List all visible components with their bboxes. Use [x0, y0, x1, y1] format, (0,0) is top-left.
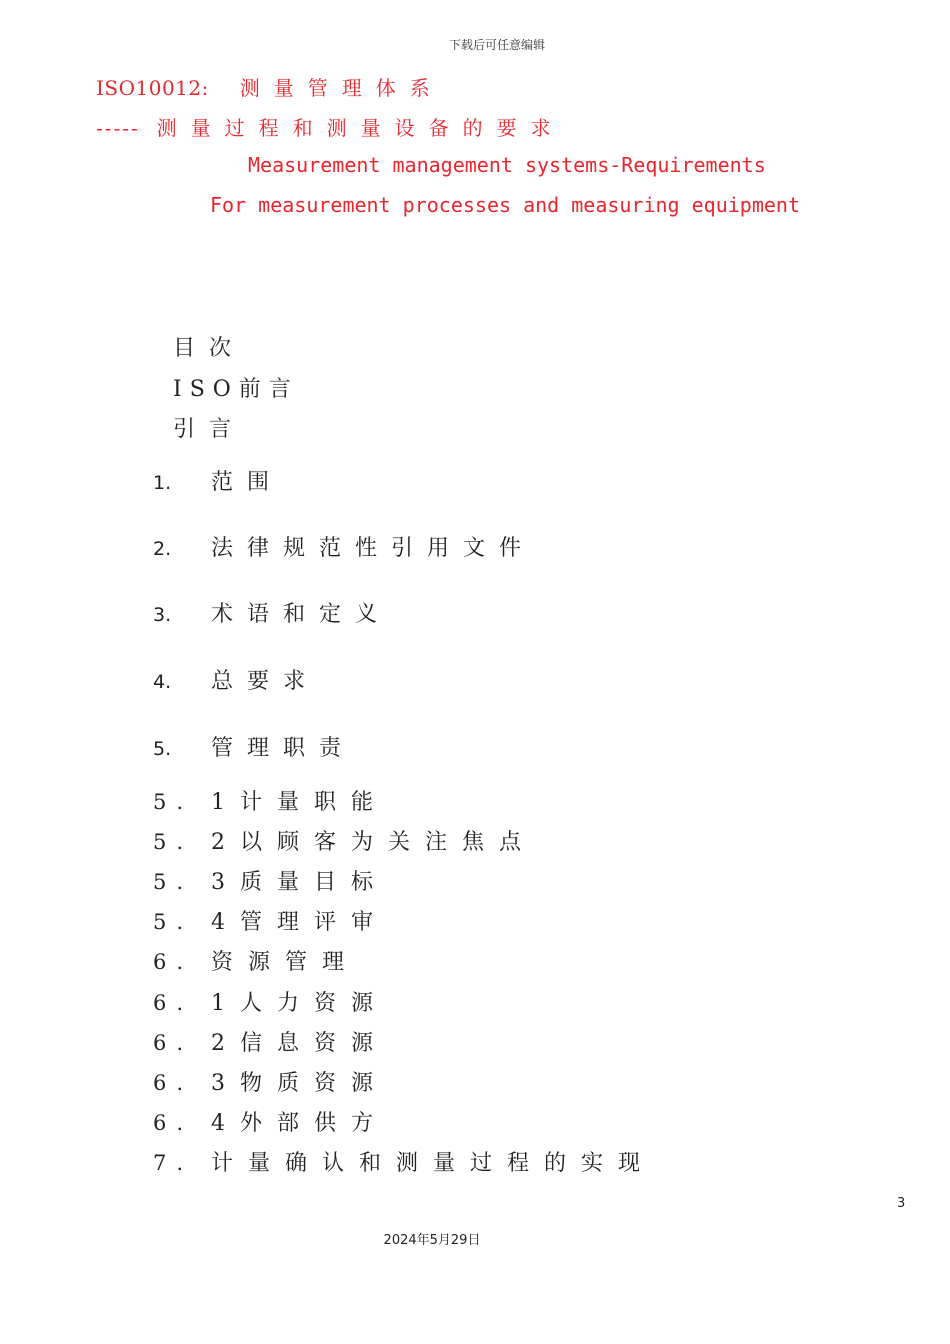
toc-item-label: 2以顾客为关注焦点	[211, 830, 536, 855]
toc-item-number: 6.	[153, 991, 194, 1015]
toc-item-number: 6.	[153, 1111, 194, 1135]
toc-item-label: 法律规范性引用文件	[211, 536, 536, 561]
toc-item-number: 5.	[153, 910, 194, 934]
toc-item-label: 范围	[211, 470, 284, 495]
toc-sub-item	[153, 1026, 388, 1057]
toc-item-label: 3物质资源	[211, 1071, 388, 1096]
toc-main-item	[153, 664, 319, 695]
toc-sub-item	[153, 905, 388, 936]
toc-main-item	[153, 465, 283, 496]
title-dash: -----	[96, 116, 140, 140]
toc-sub-item	[153, 785, 388, 816]
toc-item-number: 5.	[153, 870, 194, 894]
title-line-1	[96, 72, 444, 101]
toc-item-number: 3.	[153, 604, 172, 626]
page-date: 2024年5月29日	[383, 1233, 481, 1248]
title-standard-code: ISO10012:	[96, 76, 209, 100]
toc-item-number: 5.	[153, 738, 172, 760]
toc-item-label: 1人力资源	[211, 991, 388, 1016]
title-line-2	[96, 112, 565, 141]
toc-item-label: 总要求	[211, 669, 320, 694]
toc-item-label: 3质量目标	[211, 870, 388, 895]
toc-item-number: 2.	[153, 538, 172, 560]
toc-item-number: 4.	[153, 671, 172, 693]
toc-main-item	[153, 731, 355, 762]
page-number: 3	[897, 1196, 906, 1211]
title-en-2: For measurement processes and measuring equipment	[210, 193, 801, 217]
toc-sub-item	[153, 986, 388, 1017]
toc-iso-preface: ISO前言	[173, 377, 299, 402]
toc-item-label: 4外部供方	[211, 1111, 388, 1136]
toc-item-number: 6.	[153, 1031, 194, 1055]
toc-sub-item	[153, 825, 536, 856]
toc-item-number: 5.	[153, 830, 194, 854]
toc-item-label: 2信息资源	[211, 1031, 388, 1056]
toc-item-number: 6.	[153, 950, 194, 974]
title-cn-1: 测量管理体系	[239, 76, 444, 100]
toc-item-label: 资源管理	[211, 950, 360, 975]
toc-sub-item	[153, 1106, 388, 1137]
toc-sub-item	[153, 1066, 388, 1097]
toc-item-label: 1计量职能	[211, 790, 388, 815]
toc-item-label: 术语和定义	[211, 602, 392, 627]
toc-item-label: 4管理评审	[211, 910, 388, 935]
toc-item-number: 6.	[153, 1071, 194, 1095]
title-en-1: Measurement management systems-Requirements	[248, 153, 766, 177]
toc-item-label: 计量确认和测量过程的实现	[211, 1151, 656, 1176]
toc-heading: 目次	[173, 336, 246, 361]
title-cn-2: 测量过程和测量设备的要求	[156, 116, 565, 140]
toc-introduction: 引言	[173, 417, 246, 442]
toc-sub-item	[153, 945, 359, 976]
toc-main-item	[153, 597, 391, 628]
toc-sub-item	[153, 1146, 655, 1177]
toc-main-item	[153, 531, 535, 562]
page-header: 下载后可任意编辑	[448, 38, 545, 52]
toc-item-number: 5.	[153, 790, 194, 814]
toc-item-number: 1.	[153, 472, 172, 494]
toc-sub-item	[153, 865, 388, 896]
toc-item-label: 管理职责	[211, 736, 356, 761]
toc-item-number: 7.	[153, 1151, 194, 1175]
